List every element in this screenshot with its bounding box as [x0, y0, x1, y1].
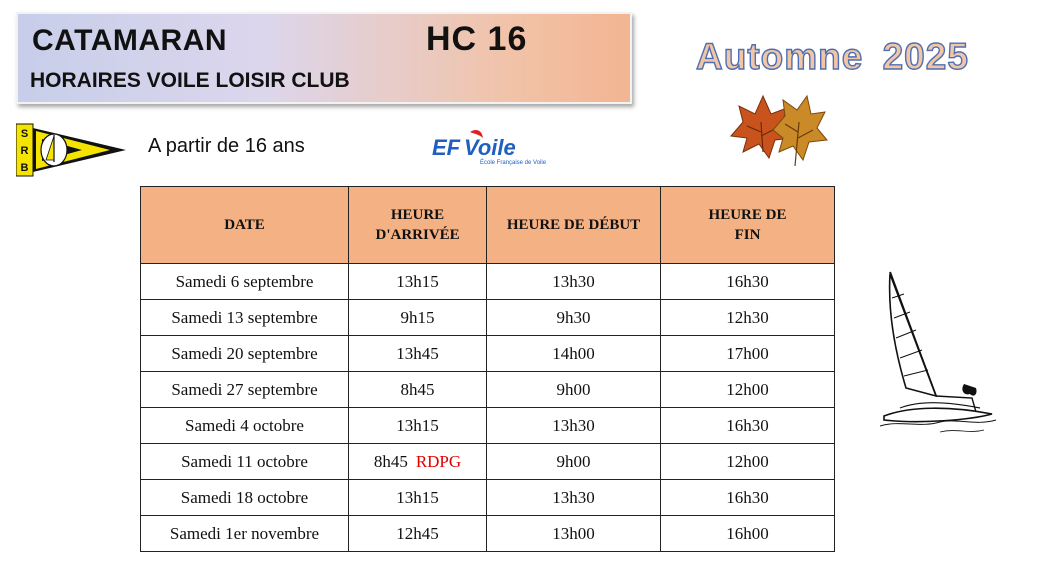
cell-date: Samedi 20 septembre [141, 336, 349, 372]
col-header-end-label: HEURE DE FIN [708, 207, 787, 243]
club-pennant-logo [16, 122, 128, 178]
col-header-date: DATE [141, 187, 349, 264]
pennant-letter: R [20, 145, 29, 157]
table-row [141, 264, 835, 300]
cell-end: 12h00 [661, 444, 835, 480]
cell-end: 17h00 [661, 336, 835, 372]
pennant-letter: B [20, 162, 29, 174]
cell-arrival [349, 408, 487, 444]
table-row [141, 444, 835, 480]
pennant-letter: S [20, 128, 29, 140]
col-header-arrival-label: HEURE D'ARRIVÉE [375, 207, 460, 243]
catamaran-sketch [880, 268, 998, 446]
cell-start: 13h30 [487, 264, 661, 300]
title-banner [16, 12, 632, 104]
cell-start: 13h00 [487, 516, 661, 552]
arrival-time: 13h15 [396, 487, 439, 507]
cell-arrival [349, 336, 487, 372]
arrival-time: 8h45 [400, 379, 435, 399]
cell-arrival [349, 372, 487, 408]
cell-start: 14h00 [487, 336, 661, 372]
cell-arrival [349, 516, 487, 552]
cell-end: 16h00 [661, 516, 835, 552]
cell-date: Samedi 27 septembre [141, 372, 349, 408]
cell-start: 9h00 [487, 372, 661, 408]
arrival-time: 13h45 [396, 343, 439, 363]
cell-date: Samedi 18 octobre [141, 480, 349, 516]
efv-prefix: EF [432, 135, 461, 160]
efv-tagline: École Française de Voile [480, 160, 547, 166]
cell-date: Samedi 11 octobre [141, 444, 349, 480]
table-row [141, 480, 835, 516]
cell-date: Samedi 13 septembre [141, 300, 349, 336]
cell-date: Samedi 1er novembre [141, 516, 349, 552]
col-header-arrival [349, 187, 487, 264]
arrival-time: 13h15 [396, 415, 439, 435]
schedule-table [140, 186, 835, 552]
rdpg-note: RDPG [415, 451, 462, 471]
season-heading: Automne 2025 [696, 36, 969, 77]
cell-arrival [349, 480, 487, 516]
cell-start: 9h00 [487, 444, 661, 480]
cell-end: 12h00 [661, 372, 835, 408]
col-header-end [661, 187, 835, 264]
table-row [141, 300, 835, 336]
arrival-time: 8h45 [373, 451, 408, 471]
ef-voile-logo [430, 124, 550, 168]
cell-arrival [349, 444, 487, 480]
arrival-time: 12h45 [396, 523, 439, 543]
table-row [141, 516, 835, 552]
title-subtitle: HORAIRES VOILE LOISIR CLUB [30, 69, 350, 92]
cell-start: 13h30 [487, 408, 661, 444]
cell-end: 16h30 [661, 264, 835, 300]
cell-start: 9h30 [487, 300, 661, 336]
arrival-time: 9h15 [400, 307, 435, 327]
table-row [141, 408, 835, 444]
table-header-row [141, 187, 835, 264]
cell-end: 16h30 [661, 408, 835, 444]
cell-arrival [349, 300, 487, 336]
col-header-start: HEURE DE DÉBUT [487, 187, 661, 264]
efv-word: Voile [464, 135, 516, 160]
cell-end: 16h30 [661, 480, 835, 516]
autumn-leaves-illustration [725, 92, 829, 168]
cell-start: 13h30 [487, 480, 661, 516]
age-requirement: A partir de 16 ans [148, 135, 305, 157]
arrival-time: 13h15 [396, 271, 439, 291]
cell-end: 12h30 [661, 300, 835, 336]
cell-arrival [349, 264, 487, 300]
table-row [141, 336, 835, 372]
cell-date: Samedi 4 octobre [141, 408, 349, 444]
cell-date: Samedi 6 septembre [141, 264, 349, 300]
title-catamaran: CATAMARAN [32, 24, 228, 57]
title-boat-class: HC 16 [426, 20, 528, 58]
table-row [141, 372, 835, 408]
